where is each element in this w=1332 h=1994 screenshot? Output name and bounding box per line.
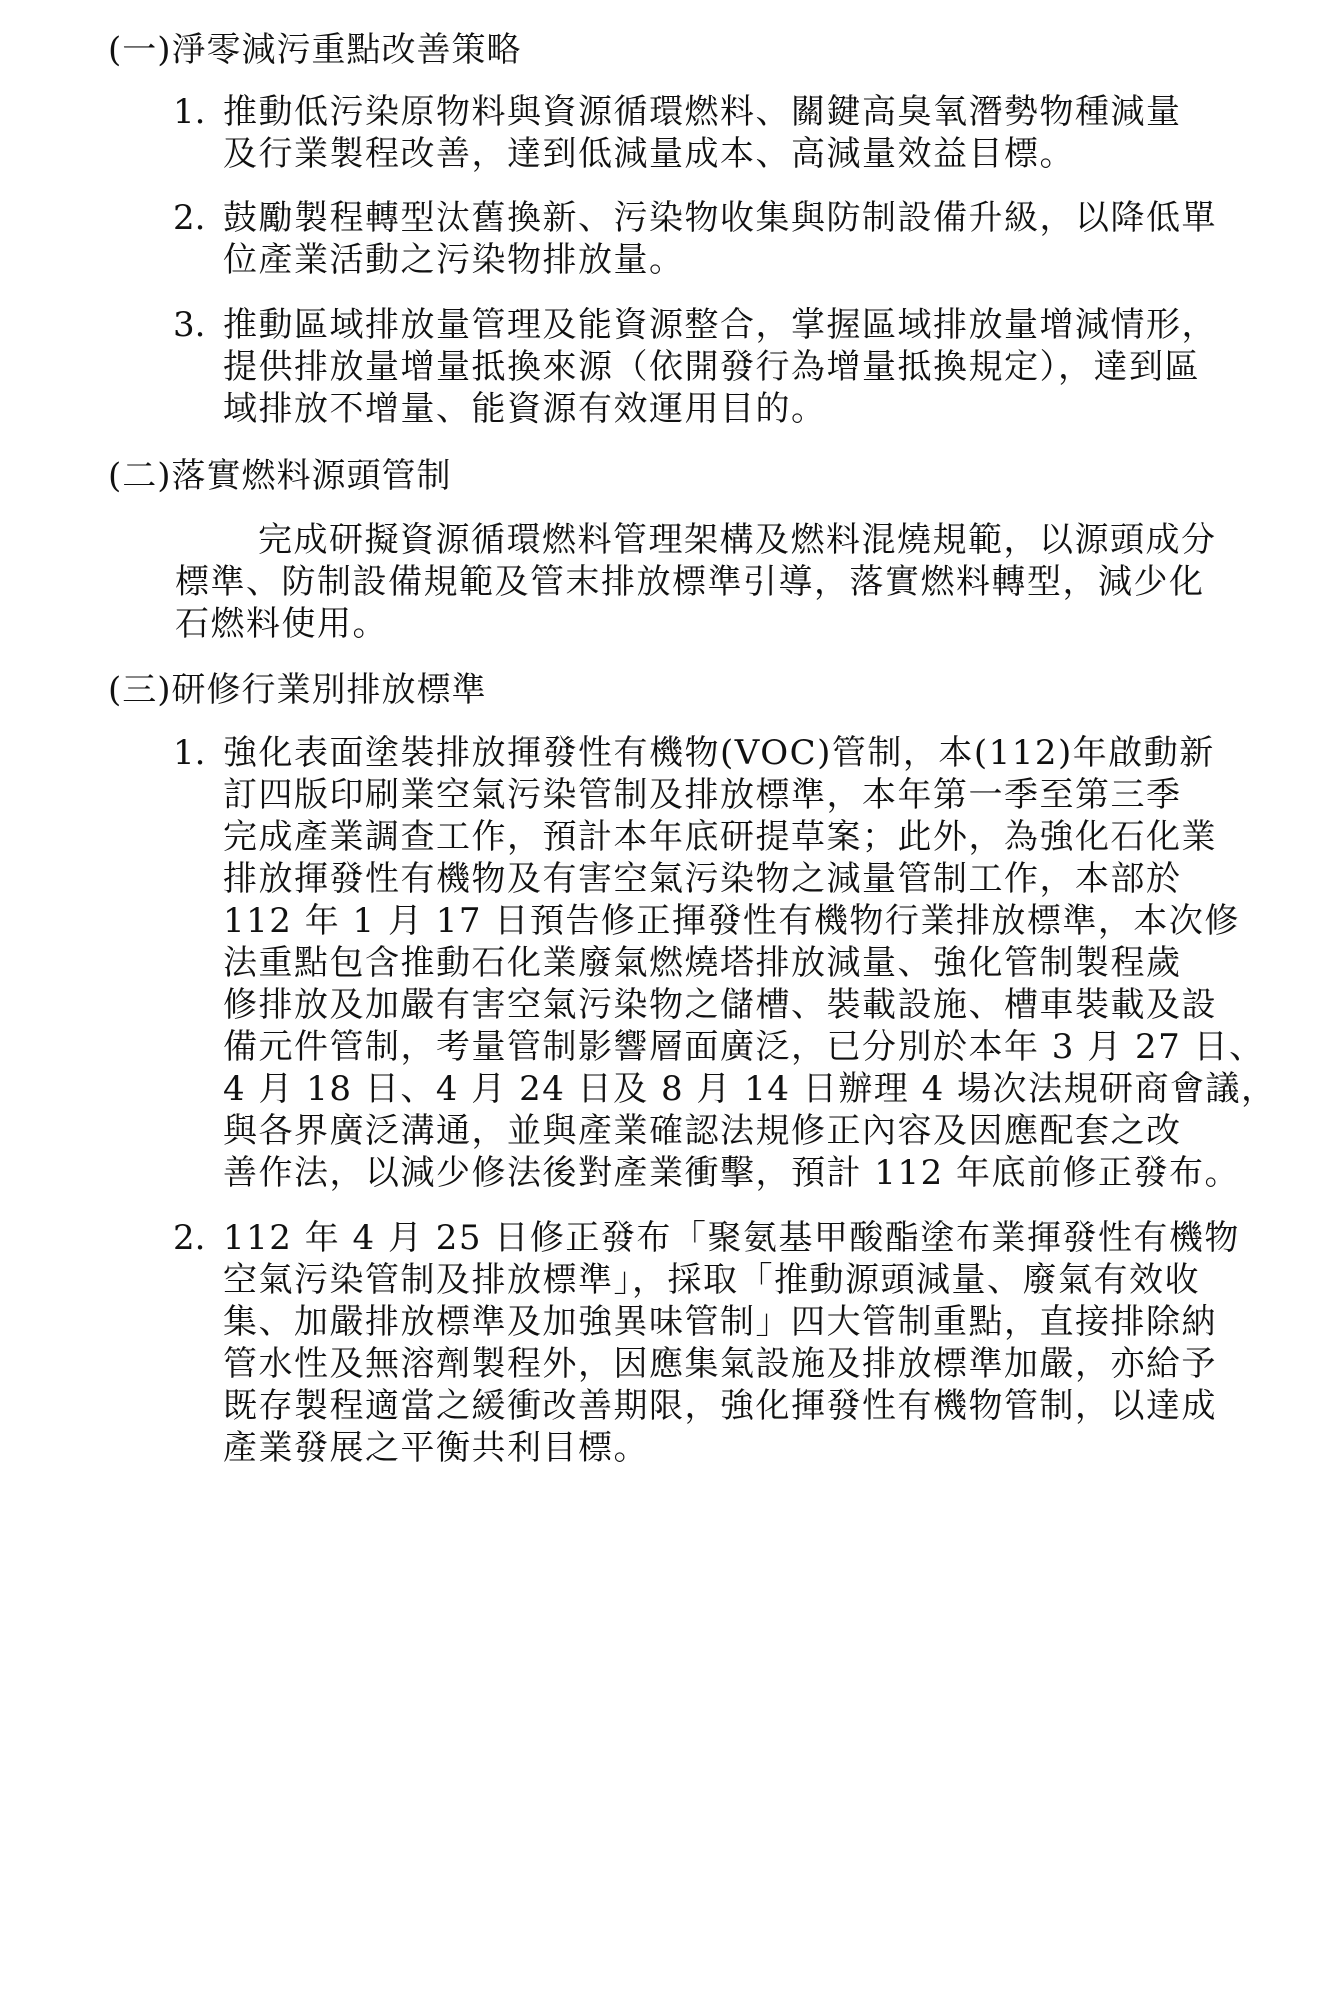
list-item-line: 位產業活動之污染物排放量。 <box>223 240 685 280</box>
section-heading: (三)研修行業別排放標準 <box>108 670 487 710</box>
list-item-line: 強化表面塗裝排放揮發性有機物(VOC)管制，本(112)年啟動新 <box>223 733 1215 773</box>
section-heading: (一)淨零減污重點改善策略 <box>108 30 522 70</box>
list-item-line: 推動低污染原物料與資源循環燃料、關鍵高臭氧潛勢物種減量 <box>223 92 1182 132</box>
list-item-line: 提供排放量增量抵換來源（依開發行為增量抵換規定），達到區 <box>223 347 1200 387</box>
list-item-number: 2. <box>173 1218 206 1258</box>
list-item-line: 推動區域排放量管理及能資源整合，掌握區域排放量增減情形， <box>223 305 1217 345</box>
list-item-line: 與各界廣泛溝通，並與產業確認法規修正內容及因應配套之改 <box>223 1111 1182 1151</box>
paragraph-line: 完成研擬資源循環燃料管理架構及燃料混燒規範，以源頭成分 <box>258 520 1217 560</box>
list-item-line: 訂四版印刷業空氣污染管制及排放標準，本年第一季至第三季 <box>223 775 1182 815</box>
list-item-number: 1. <box>173 733 206 773</box>
list-item-line: 善作法，以減少修法後對產業衝擊，預計 112 年底前修正發布。 <box>223 1153 1241 1193</box>
list-item-number: 3. <box>173 305 206 345</box>
list-item-line: 備元件管制，考量管制影響層面廣泛，已分別於本年 3 月 27 日、 <box>223 1027 1265 1067</box>
paragraph-line: 標準、防制設備規範及管末排放標準引導，落實燃料轉型，減少化 <box>175 562 1205 602</box>
list-item-line: 域排放不增量、能資源有效運用目的。 <box>223 389 827 429</box>
paragraph-line: 石燃料使用。 <box>175 604 388 644</box>
list-item-line: 法重點包含推動石化業廢氣燃燒塔排放減量、強化管制製程歲 <box>223 943 1182 983</box>
list-item-line: 鼓勵製程轉型汰舊換新、污染物收集與防制設備升級，以降低單 <box>223 198 1217 238</box>
section-heading: (二)落實燃料源頭管制 <box>108 456 452 496</box>
list-item-number: 2. <box>173 198 206 238</box>
list-item-line: 既存製程適當之緩衝改善期限，強化揮發性有機物管制，以達成 <box>223 1386 1217 1426</box>
list-item-line: 產業發展之平衡共利目標。 <box>223 1428 649 1468</box>
list-item-line: 修排放及加嚴有害空氣污染物之儲槽、裝載設施、槽車裝載及設 <box>223 985 1217 1025</box>
list-item-line: 4 月 18 日、4 月 24 日及 8 月 14 日辦理 4 場次法規研商會議， <box>223 1069 1277 1109</box>
list-item-line: 空氣污染管制及排放標準」，採取「推動源頭減量、廢氣有效收 <box>223 1260 1200 1300</box>
list-item-line: 完成產業調查工作，預計本年底研提草案；此外，為強化石化業 <box>223 817 1217 857</box>
list-item-line: 112 年 1 月 17 日預告修正揮發性有機物行業排放標準，本次修 <box>223 901 1240 941</box>
list-item-line: 112 年 4 月 25 日修正發布「聚氨基甲酸酯塗布業揮發性有機物 <box>223 1218 1240 1258</box>
list-item-line: 及行業製程改善，達到低減量成本、高減量效益目標。 <box>223 134 1075 174</box>
list-item-line: 排放揮發性有機物及有害空氣污染物之減量管制工作，本部於 <box>223 859 1182 899</box>
list-item-line: 管水性及無溶劑製程外，因應集氣設施及排放標準加嚴，亦給予 <box>223 1344 1217 1384</box>
list-item-line: 集、加嚴排放標準及加強異味管制」四大管制重點，直接排除納 <box>223 1302 1217 1342</box>
list-item-number: 1. <box>173 92 206 132</box>
